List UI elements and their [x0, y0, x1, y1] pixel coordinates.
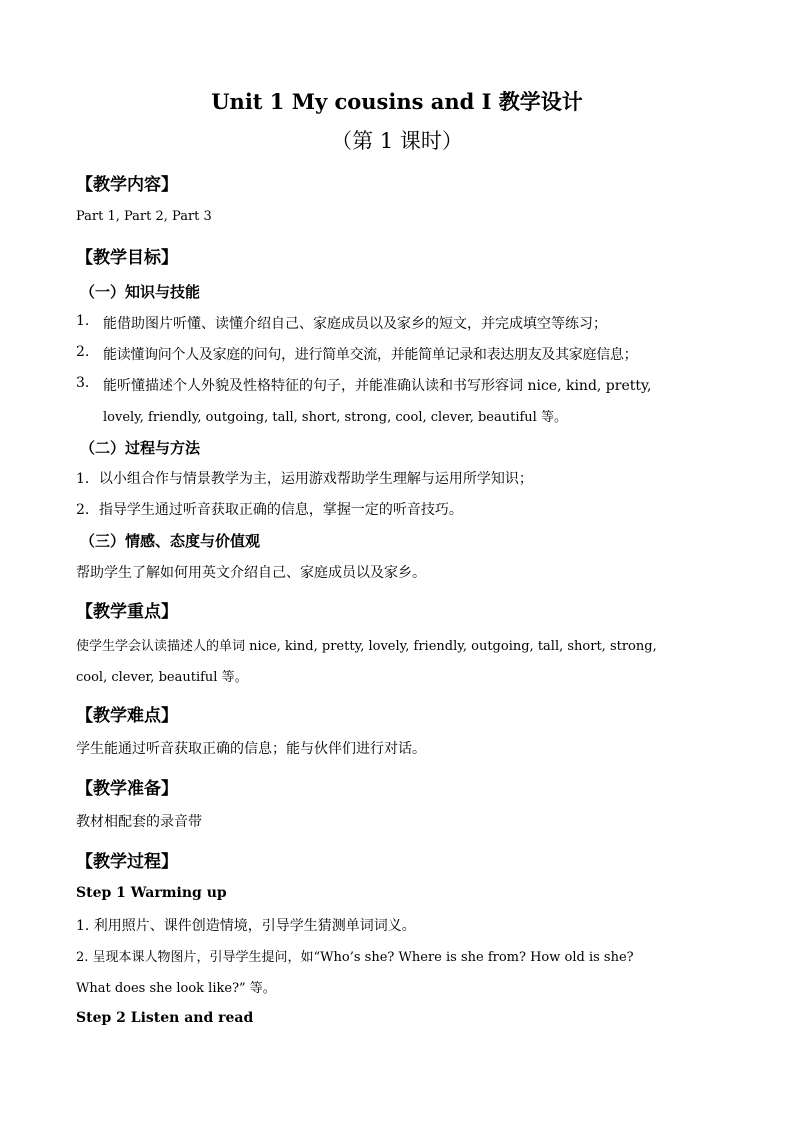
content-text: Part 1, Part 2, Part 3: [76, 209, 212, 224]
process-item: 1．以小组合作与情景教学为主，运用游戏帮助学生理解与运用所学知识；: [76, 471, 533, 487]
objective-number: 2.: [76, 344, 90, 360]
section-heading-content: 【教学内容】: [76, 175, 178, 195]
values-item: 帮助学生了解如何用英文介绍自己、家庭成员以及家乡。: [76, 565, 426, 581]
subsection-heading-process: （二）过程与方法: [80, 439, 201, 457]
section-heading-teaching-process: 【教学过程】: [76, 852, 178, 872]
preparation-text: 教材相配套的录音带: [76, 814, 202, 830]
step-2-title: Step 2 Listen and read: [76, 1010, 254, 1026]
subsection-heading-knowledge: （一）知识与技能: [80, 283, 201, 301]
step-1-item: 1. 利用照片、课件创造情境，引导学生猜测单词词义。: [76, 918, 416, 934]
subsection-heading-values: （三）情感、态度与价值观: [80, 532, 261, 550]
difficulties-text: 学生能通过听音获取正确的信息；能与伙伴们进行对话。: [76, 741, 426, 757]
section-heading-difficulties: 【教学难点】: [76, 706, 178, 726]
objective-text: 能读懂询问个人及家庭的问句，进行简单交流，并能简单记录和表达朋友及其家庭信息；: [103, 347, 638, 363]
step-1-item: 2. 呈现本课人物图片，引导学生提问，如“Who’s she? Where is she from? How old is she?: [76, 950, 634, 965]
objective-text-continued: lovely, friendly, outgoing, tall, short, strong, cool, clever, beautiful 等。: [103, 410, 567, 425]
key-points-text-continued: cool, clever, beautiful 等。: [76, 670, 248, 685]
objective-number: 3.: [76, 375, 90, 391]
objective-text: 能听懂描述个人外貌及性格特征的句子，并能准确认读和书写形容词 nice, kind, pretty,: [103, 378, 652, 394]
key-points-text: 使学生学会认读描述人的单词 nice, kind, pretty, lovely, friendly, outgoing, tall, short, strong,: [76, 639, 657, 654]
section-heading-key-points: 【教学重点】: [76, 602, 178, 622]
objective-text: 能借助图片听懂、读懂介绍自己、家庭成员以及家乡的短文，并完成填空等练习；: [103, 316, 607, 332]
section-heading-preparation: 【教学准备】: [76, 779, 178, 799]
document-title: Unit 1 My cousins and I 教学设计: [211, 89, 583, 114]
step-1-item-continued: What does she look like?” 等。: [76, 981, 276, 996]
section-heading-objectives: 【教学目标】: [76, 248, 178, 268]
process-item: 2．指导学生通过听音获取正确的信息，掌握一定的听音技巧。: [76, 502, 463, 518]
document-subtitle: （第 1 课时）: [331, 129, 463, 153]
step-1-title: Step 1 Warming up: [76, 885, 227, 901]
objective-number: 1.: [76, 313, 90, 329]
